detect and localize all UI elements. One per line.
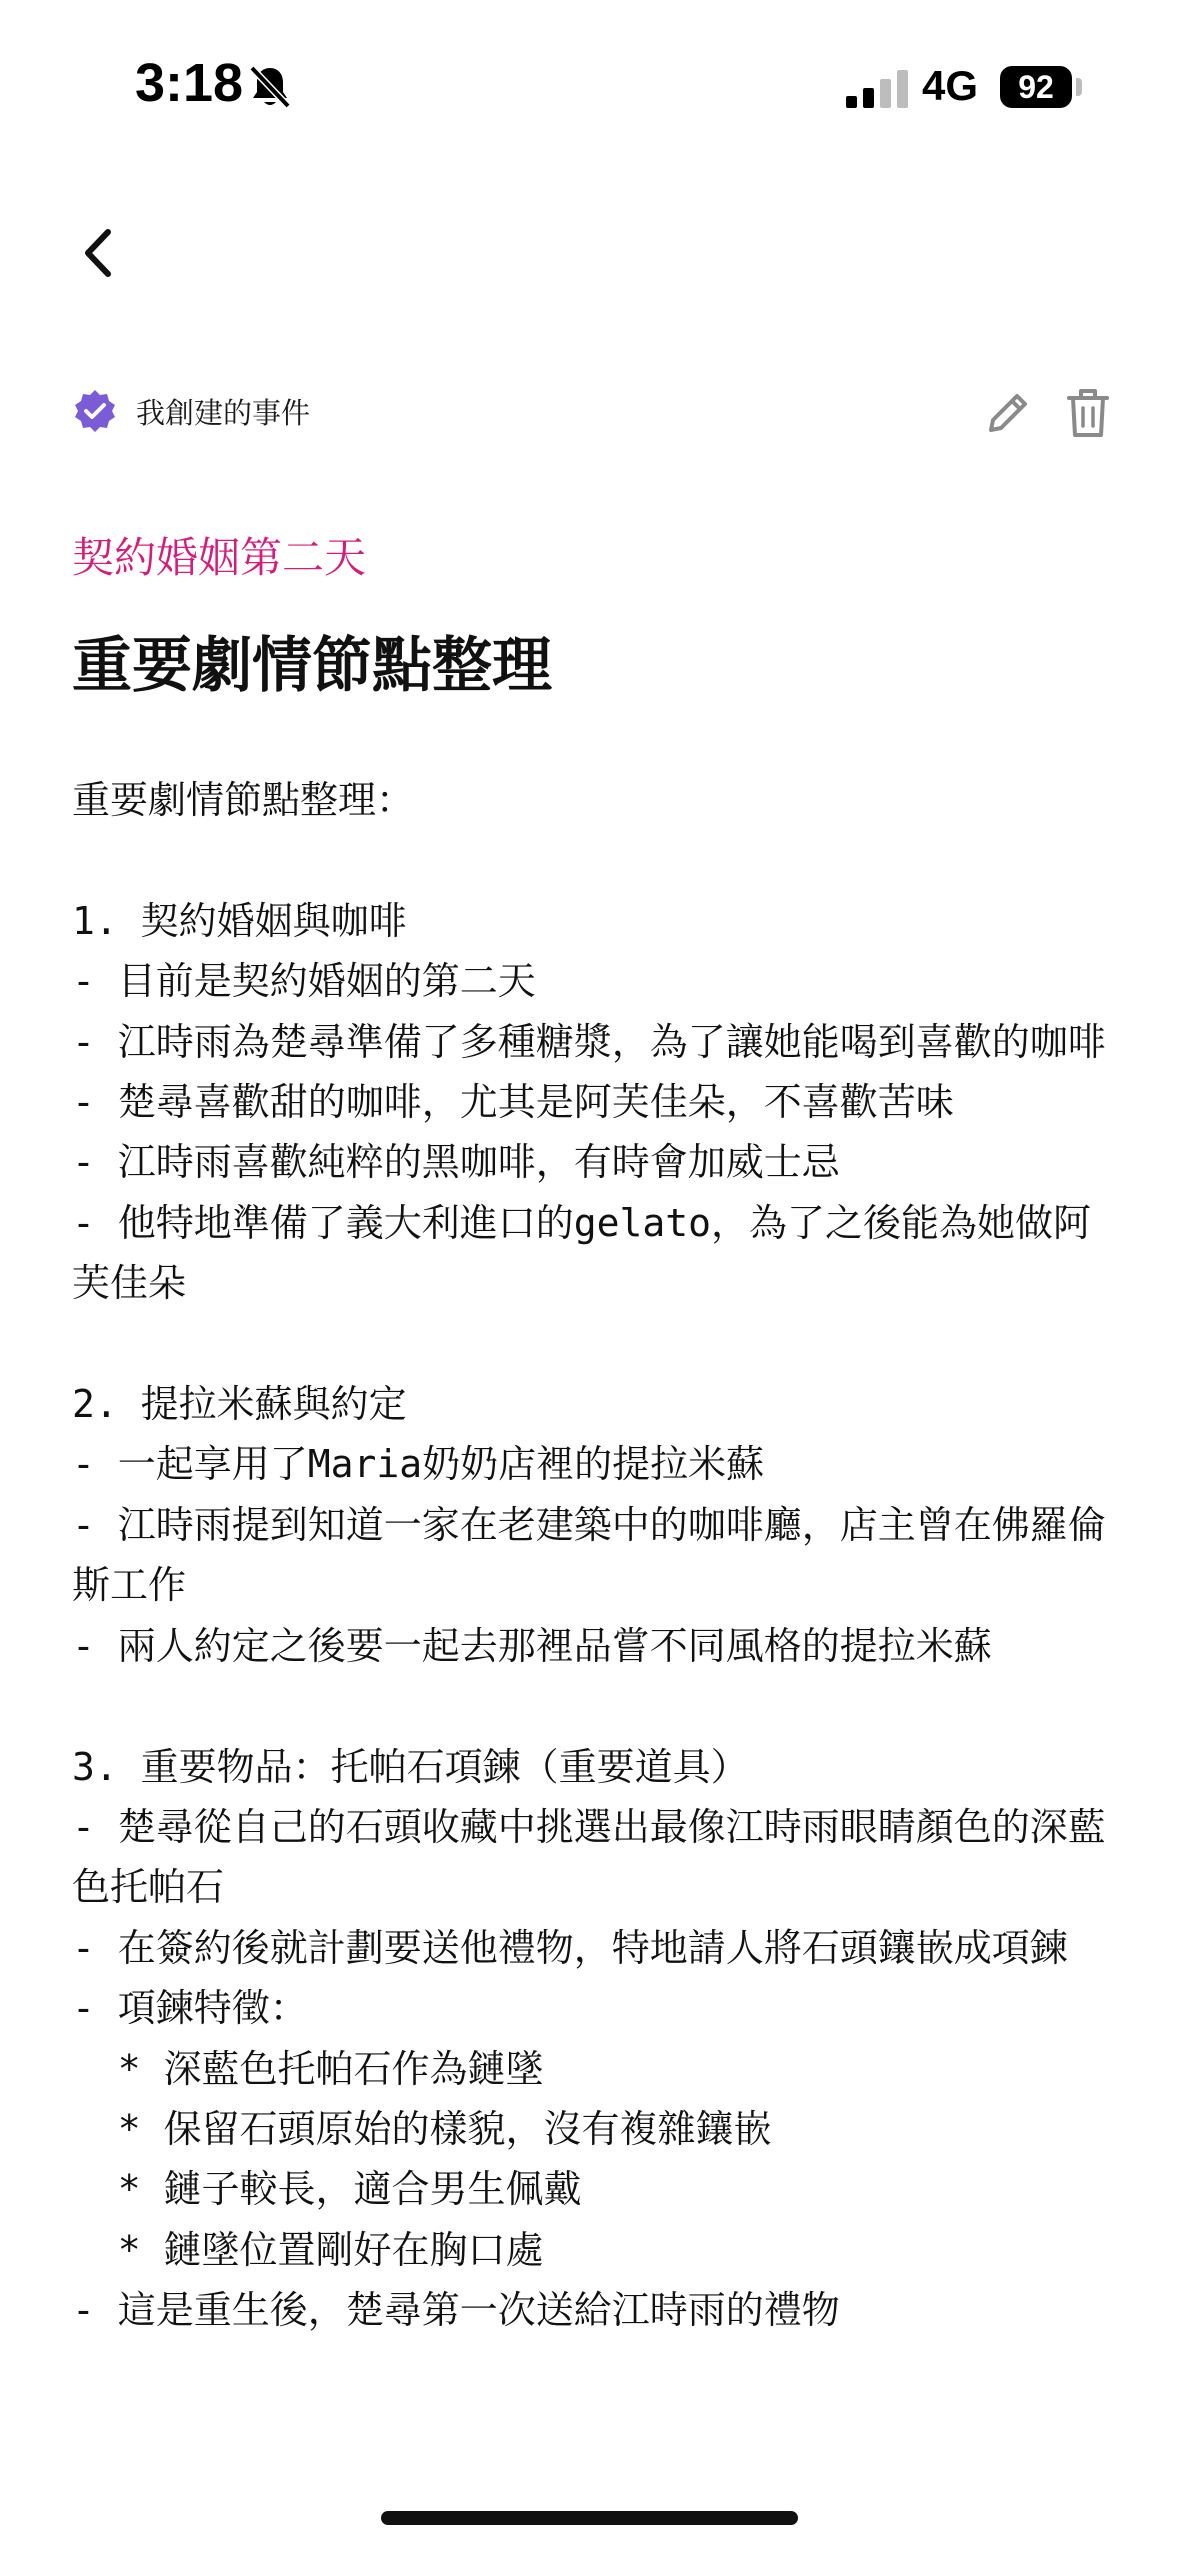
page-title: 重要劇情節點整理 bbox=[72, 631, 552, 701]
battery-indicator: 92 bbox=[1000, 66, 1072, 108]
event-body-text: 重要劇情節點整理： 1. 契約婚姻與咖啡 - 目前是契約婚姻的第二天 - 江時雨為楚尋準備了多種糖漿，為了讓她能喝到喜歡的咖啡 - 楚尋喜歡甜的咖啡，尤其是阿芙佳朵，不喜歡苦味 - 江時雨喜歡純粹的黑咖啡，有時會加威士忌 - 他特地準備了義大利進口的gelato，為了之後能為她做阿芙佳朵 2. 提拉米蘇與約定 - 一起享用了Maria奶奶店裡的提拉米蘇 - 江時雨提到知道一家在老建築中的咖啡廳，店主曾在佛羅倫斯工作 - 兩人約定之後要一起去那裡品嘗不同風格的提拉米蘇 3. 重要物品：托帕石項鍊（重要道具） - 楚尋從自己的石頭收藏中挑選出最像江時雨眼睛顏色的深藍色托帕石 - 在簽約後就計劃要送他禮物，特地請人將石頭鑲嵌成項鍊 - 項鍊特徵： * 深藍色托帕石作為鏈墜 * 保留石頭原始的樣貌，沒有複雜鑲嵌 * 鏈子較長，適合男生佩戴 * 鏈墜位置剛好在胸口處 - 這是重生後，楚尋第一次送給江時雨的禮物 bbox=[72, 778, 1106, 2333]
status-time: 3:18 bbox=[135, 53, 244, 113]
verified-badge-icon bbox=[72, 388, 118, 434]
status-bar bbox=[0, 0, 1179, 175]
network-type: 4G bbox=[922, 62, 979, 109]
battery-tip bbox=[1076, 78, 1082, 96]
back-button[interactable] bbox=[70, 218, 130, 288]
delete-button[interactable] bbox=[1065, 386, 1111, 440]
event-owner-label: 我創建的事件 bbox=[136, 395, 311, 430]
bell-slash-icon bbox=[248, 64, 292, 110]
cellular-signal-icon bbox=[846, 70, 908, 108]
event-owner-row bbox=[72, 386, 310, 436]
edit-button[interactable] bbox=[983, 388, 1033, 438]
event-category: 契約婚姻第二天 bbox=[72, 533, 367, 582]
home-indicator[interactable] bbox=[381, 2511, 798, 2525]
